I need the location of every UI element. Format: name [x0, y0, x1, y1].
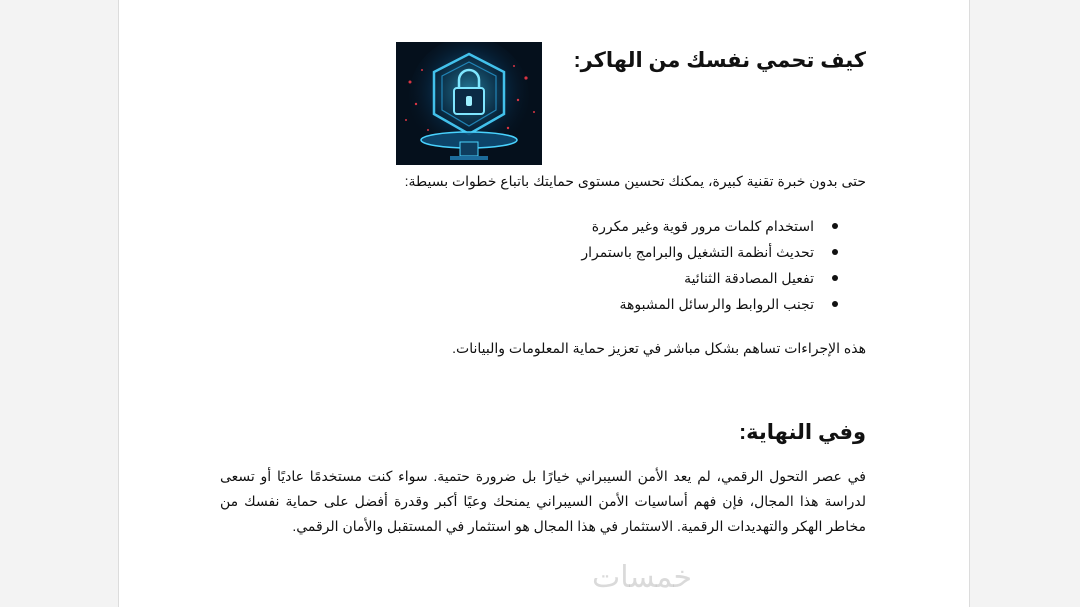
section-heading-protect: كيف تحمي نفسك من الهاكر: [573, 49, 866, 72]
conclusion-paragraph: في عصر التحول الرقمي، لم يعد الأمن السيبراني خيارًا بل ضرورة حتمية. سواء كنت مستخدمًا عاديًا أو تسعى لدراسة هذا المجال، فإن فهم أساسيات الأمن السيبراني يمنحك وعيًا أكبر وقدرة أفضل على حماية نفسك من مخاطر الهكر والتهديدات الرقمية. الاستثمار في هذا المجال هو استثمار في المستقبل والأمان الرقمي. [220, 468, 866, 534]
list-item: تجنب الروابط والرسائل المشبوهة [581, 291, 866, 317]
tips-list [581, 213, 866, 317]
list-item: تفعيل المصادقة الثنائية [581, 265, 866, 291]
closing-paragraph: هذه الإجراءات تساهم بشكل مباشر في تعزيز حماية المعلومات والبيانات. [452, 340, 866, 356]
intro-paragraph: حتى بدون خبرة تقنية كبيرة، يمكنك تحسين مستوى حمايتك باتباع خطوات بسيطة: [404, 173, 866, 189]
list-item: تحديث أنظمة التشغيل والبرامج باستمرار [581, 239, 866, 265]
cyber-security-lock-icon [396, 42, 542, 165]
bullet-icon [832, 275, 838, 281]
bullet-icon [832, 249, 838, 255]
document-page [118, 0, 970, 607]
bullet-icon [832, 223, 838, 229]
list-item: استخدام كلمات مرور قوية وغير مكررة [581, 213, 866, 239]
watermark-logo: خمسات [592, 560, 693, 595]
bullet-icon [832, 301, 838, 307]
section-heading-conclusion: وفي النهاية: [739, 421, 866, 444]
